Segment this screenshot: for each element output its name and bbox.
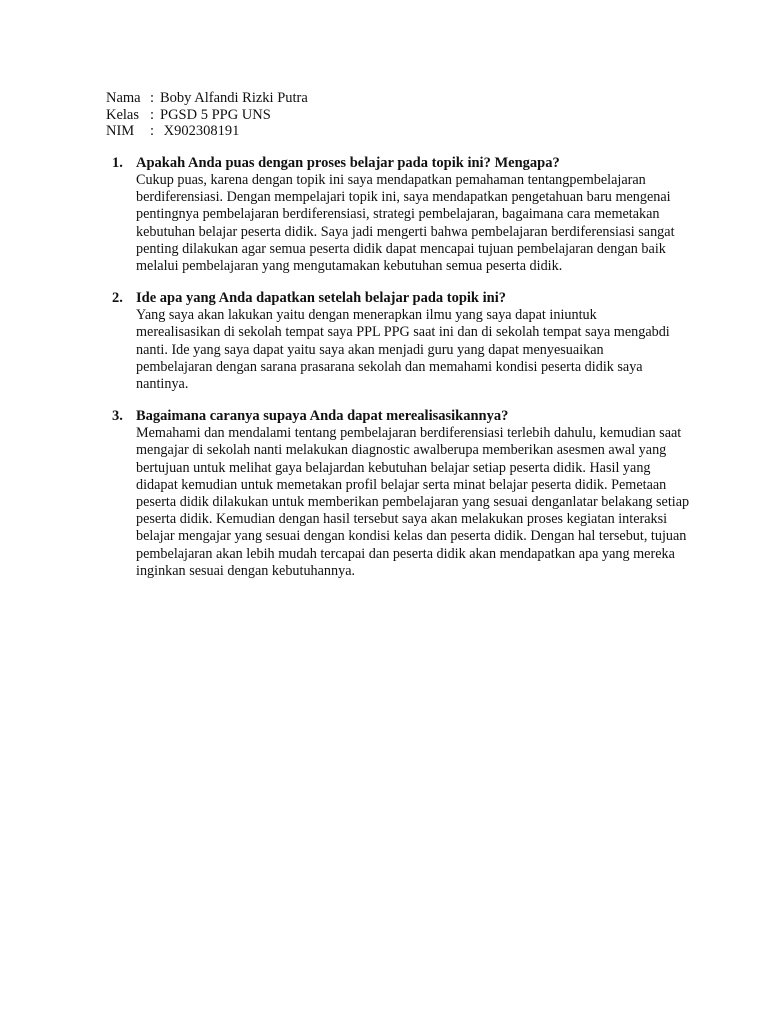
answer-line: belajar mengajar yang sesuai dengan kondisi kelas dan peserta didik. Dengan hal tersebut, tujuan (136, 528, 687, 545)
answer-line: merealisasikan di sekolah tempat saya PPL PPG saat ini dan di sekolah tempat saya mengabdi (136, 324, 670, 341)
question-list (106, 155, 690, 595)
answer-line: mengajar di sekolah nanti melakukan diagnostic awalberupa memberikan asesmen awal yang (136, 442, 667, 459)
student-class-row (106, 107, 308, 124)
answer-line: Yang saya akan lakukan yaitu dengan menerapkan ilmu yang saya dapat iniuntuk (136, 307, 597, 324)
student-name-row (106, 90, 308, 107)
answer-line: melalui pembelajaran yang mengutamakan kebutuhan semua peserta didik. (136, 258, 563, 275)
student-nim-row (106, 123, 308, 140)
question-text: Apakah Anda puas dengan proses belajar pada topik ini? Mengapa? (136, 155, 560, 171)
question-text: Ide apa yang Anda dapatkan setelah belajar pada topik ini? (136, 290, 506, 307)
answer-text (136, 172, 675, 275)
answer-line: inginkan sesuai dengan kebutuhannya. (136, 562, 356, 579)
answer-line: peserta didik dilakukan untuk memberikan pembelajaran yang sesuai denganlatar belakang setiap (136, 494, 690, 511)
answer-line: nanti. Ide yang saya dapat yaitu saya akan menjadi guru yang dapat menyesuaikan (136, 341, 604, 358)
answer-line: didapat kemudian untuk memetakan profil belajar serta minat belajar peserta didik. Pemetaan (136, 476, 667, 493)
class-label: Kelas (106, 106, 140, 123)
answer-line: kebutuhan belajar peserta didik. Saya jadi mengerti bahwa pembelajaran berdiferensiasi sangat (136, 223, 675, 240)
answer-line: penting dilakukan agar semua peserta didik dapat mencapai tujuan pembelajaran dengan baik (136, 240, 666, 257)
answer-line: peserta didik. Kemudian dengan hasil tersebut saya akan melakukan proses kegiatan interaksi (136, 511, 668, 528)
answer-line: Memahami dan mendalami tentang pembelajaran berdiferensiasi terlebih dahulu, kemudian saat (136, 425, 682, 442)
name-value: Boby Alfandi Rizki Putra (160, 90, 308, 106)
answer-line: nantinya. (136, 376, 189, 393)
question-item (106, 408, 690, 580)
question-item (106, 290, 670, 393)
name-label: Nama (106, 90, 141, 106)
student-info (106, 90, 308, 140)
nim-colon: : (150, 123, 155, 139)
answer-text (136, 307, 670, 393)
answer-text (136, 425, 690, 580)
question-text: Bagaimana caranya supaya Anda dapat merealisasikannya? (136, 408, 509, 425)
answer-line: berdiferensiasi. Dengan mempelajari topik ini, saya mendapatkan pengetahuan baru mengenai (136, 189, 671, 206)
nim-value: X902308191 (160, 123, 240, 139)
class-value: PGSD 5 PPG UNS (160, 106, 271, 123)
answer-line: pembelajaran akan lebih mudah tercapai dan peserta didik akan mendapatkan apa yang mereka (136, 545, 675, 562)
question-number: 3. (112, 408, 123, 425)
name-colon: : (150, 90, 155, 106)
class-colon: : (150, 106, 155, 123)
answer-line: Cukup puas, karena dengan topik ini saya mendapatkan pemahaman tentangpembelajaran (136, 172, 646, 188)
question-item (106, 155, 675, 275)
nim-label: NIM (106, 123, 135, 139)
answer-line: pembelajaran dengan sarana prasarana sekolah dan memahami kondisi peserta didik saya (136, 358, 643, 375)
answer-line: pentingnya pembelajaran berdiferensiasi, strategi pembelajaran, bagaimana cara memetakan (136, 206, 660, 223)
answer-line: bertujuan untuk melihat gaya belajardan kebutuhan belajar setiap peserta didik. Hasil yang (136, 459, 651, 476)
question-number: 1. (112, 155, 123, 171)
question-number: 2. (112, 290, 123, 307)
